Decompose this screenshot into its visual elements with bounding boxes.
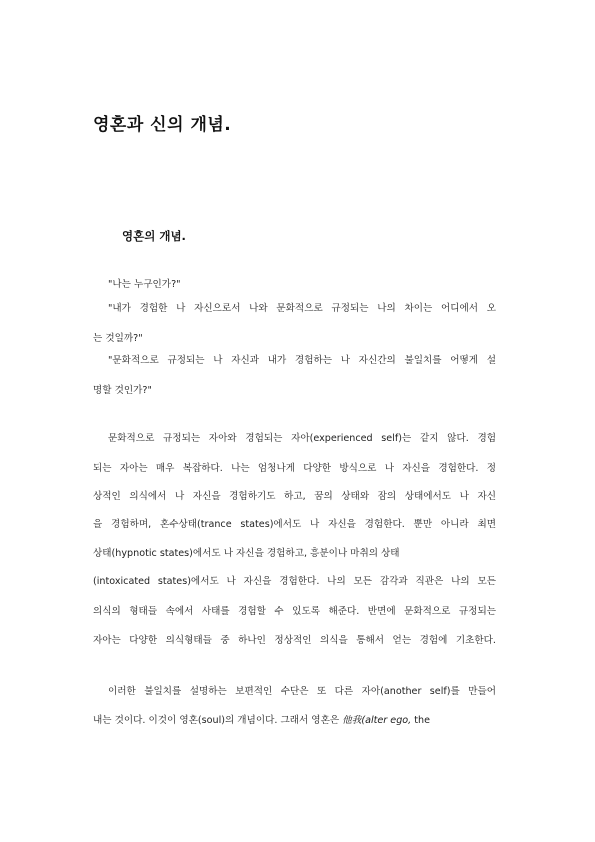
paragraph-line: 상태(hypnotic states)에서도 나 자신을 경험하고, 흥분이나 마취의 상태	[93, 548, 400, 559]
paragraph-line: 이러한 불일치를 설명하는 보편적인 수단은 또 다른 자아(another self)를 만들어	[108, 686, 496, 697]
paragraph-line	[93, 715, 496, 727]
paragraph-line: 되는 자아는 매우 복잡하다. 나는 엄청나게 다양한 방식으로 나 자신을 경험한다. 정	[93, 463, 496, 474]
alter-ego-term: 他我(alter ego,	[342, 715, 412, 726]
paragraph-text: the	[411, 715, 431, 726]
question-line: "내가 경험한 나 자신으로서 나와 문화적으로 규정되는 나의 차이는 어디에서 오	[108, 303, 496, 314]
paragraph-line: 을 경험하며, 혼수상태(trance states)에서도 나 자신을 경험한다. 뿐만 아니라 최면	[93, 519, 496, 530]
question-line: "문화적으로 규정되는 나 자신과 내가 경험하는 나 자신간의 불일치를 어떻게 설	[108, 355, 496, 366]
paragraph-line: (intoxicated states)에서도 나 자신을 경험한다. 나의 모든 감각과 직관은 나의 모든	[93, 576, 496, 587]
paragraph-line: 문화적으로 규정되는 자아와 경험되는 자아(experienced self)는 같지 않다. 경험	[108, 433, 496, 444]
paragraph-line: 의식의 형태들 속에서 사태를 경험할 수 있도록 해준다. 반면에 문화적으로 규정되는	[93, 606, 496, 617]
question-line: "나는 누구인가?"	[108, 279, 181, 290]
paragraph-line: 자아는 다양한 의식형태들 중 하나인 정상적인 의식을 통해서 얻는 경험에 기초한다.	[93, 635, 496, 646]
question-line: 는 것일까?"	[93, 333, 143, 344]
page-title: 영혼과 신의 개념.	[93, 115, 232, 135]
section-heading: 영혼의 개념.	[122, 229, 186, 243]
paragraph-text: 내는 것이다. 이것이 영혼(soul)의 개념이다. 그래서 영혼은	[93, 715, 343, 726]
question-line: 명할 것인가?"	[93, 385, 152, 396]
paragraph-line: 상적인 의식에서 나 자신을 경험하기도 하고, 꿈의 상태와 잠의 상태에서도 나 자신	[93, 491, 496, 502]
